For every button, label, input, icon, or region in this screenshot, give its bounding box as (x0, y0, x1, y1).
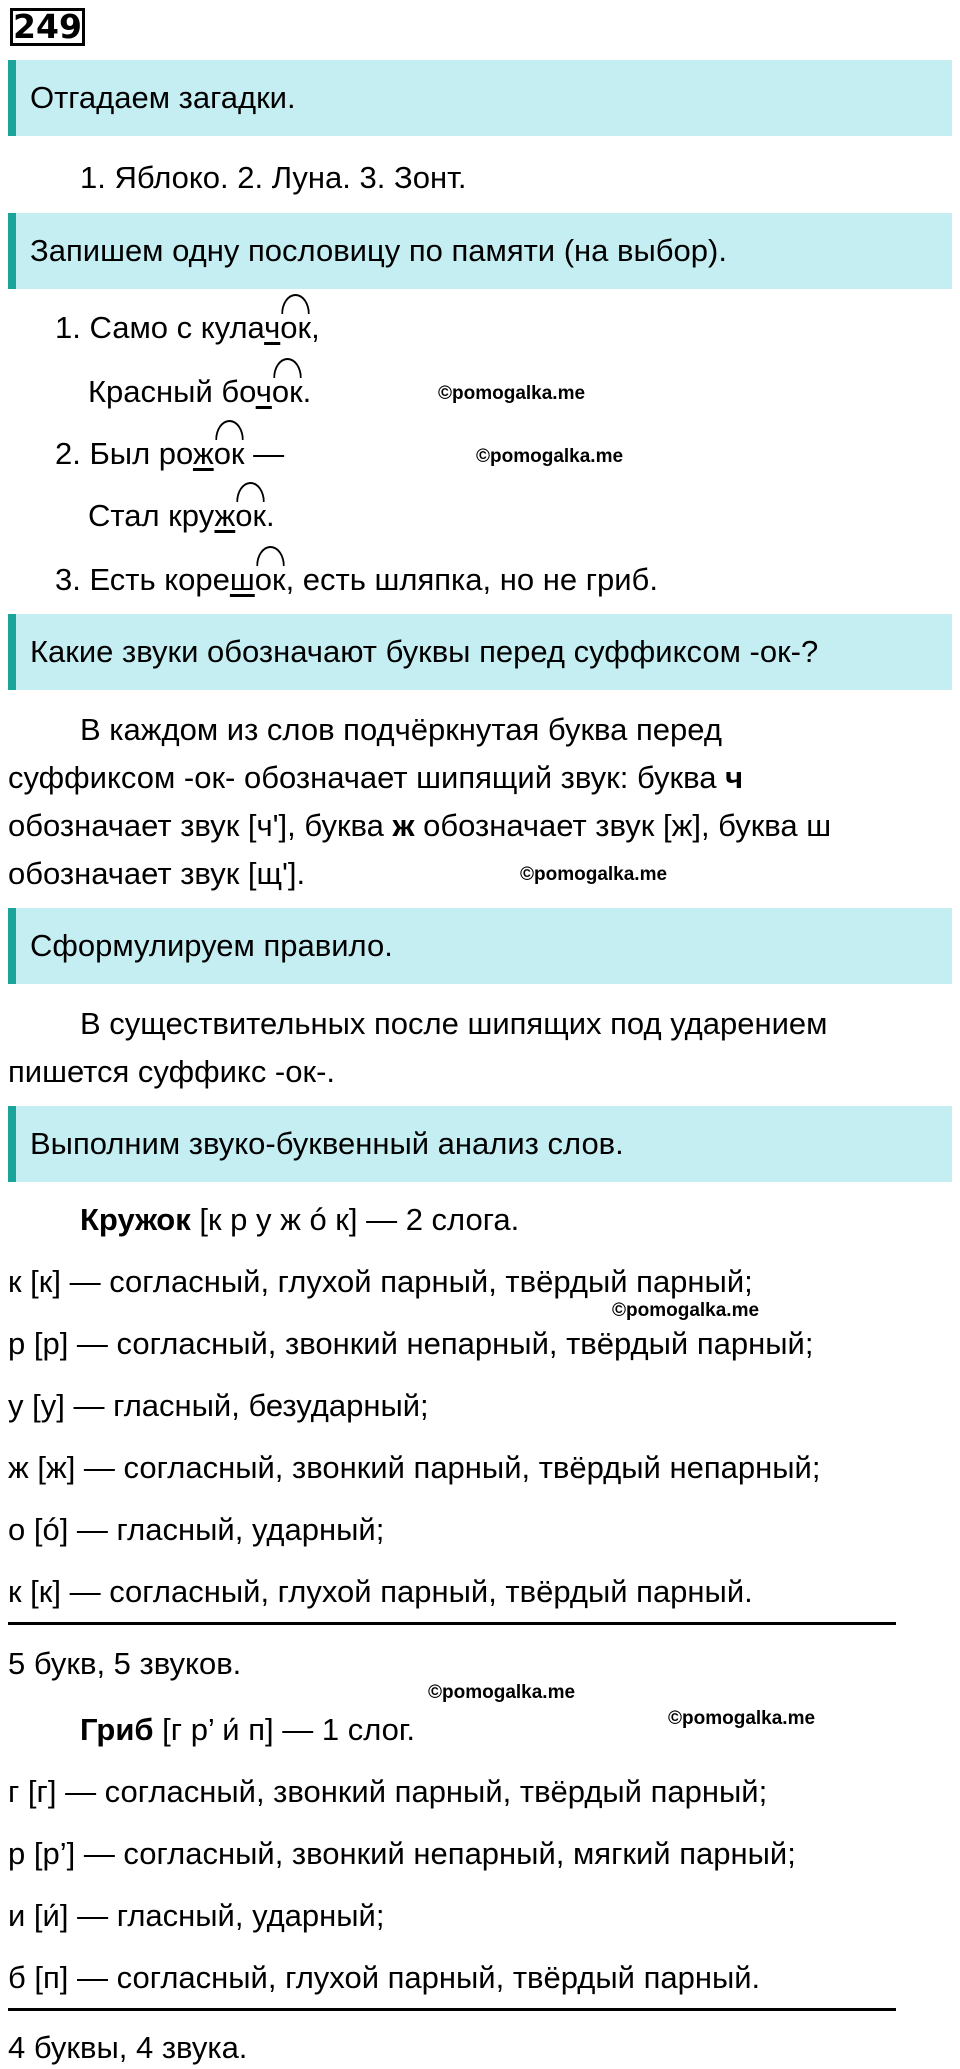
section-header-riddles (8, 60, 952, 136)
analysis-line: р [р’] — согласный, звонкий непарный, мягкий парный; (8, 1836, 796, 1871)
sounds-line-3: обозначает звук [ч'], буква ж обозначает звук [ж], буква ш (8, 808, 832, 843)
word1-title: Кружок [к р у ж ó к] — 2 слога. (80, 1202, 520, 1237)
watermark: ©pomogalka.me (520, 864, 668, 885)
divider (8, 2008, 896, 2011)
riddles-answer: 1. Яблоко. 2. Луна. 3. Зонт. (80, 160, 467, 195)
analysis-line: р [р] — согласный, звонкий непарный, твёрдый парный; (8, 1326, 814, 1361)
task-number: 249 (10, 8, 85, 46)
sounds-line-4: обозначает звук [щ']. (8, 856, 306, 891)
watermark: ©pomogalka.me (438, 383, 586, 404)
word2-summary: 4 буквы, 4 звука. (8, 2030, 248, 2065)
watermark: ©pomogalka.me (612, 1300, 760, 1321)
section-header-text: Отгадаем загадки. (30, 80, 296, 115)
proverb-line: 3. Есть корешок, есть шляпка, но не гриб. (55, 560, 658, 600)
proverb-line: Стал кружок. (88, 496, 275, 536)
word2-title: Гриб [г р’ и́ п] — 1 слог. (80, 1712, 416, 1747)
analysis-line: и [и́] — гласный, ударный; (8, 1898, 385, 1933)
analysis-line: у [у] — гласный, безударный; (8, 1388, 429, 1423)
section-header-rule (8, 908, 952, 984)
sounds-line-1: В каждом из слов подчёркнутая буква перед (80, 712, 722, 747)
section-header-proverb (8, 213, 952, 289)
analysis-line: к [к] — согласный, глухой парный, твёрдый парный; (8, 1264, 753, 1299)
section-header-sounds (8, 614, 952, 690)
sounds-line-2: суффиксом -ок- обозначает шипящий звук: буква ч (8, 760, 744, 795)
section-header-text: Выполним звуко-буквенный анализ слов. (30, 1126, 624, 1161)
section-header-text: Сформулируем правило. (30, 928, 393, 963)
analysis-line: б [п] — согласный, глухой парный, твёрдый парный. (8, 1960, 761, 1995)
section-header-text: Запишем одну пословицу по памяти (на выбор). (30, 233, 727, 268)
analysis-line: к [к] — согласный, глухой парный, твёрдый парный. (8, 1574, 753, 1609)
section-header-text: Какие звуки обозначают буквы перед суффиксом -ок-? (30, 634, 819, 669)
analysis-line: ж [ж] — согласный, звонкий парный, твёрдый непарный; (8, 1450, 821, 1485)
section-header-analysis (8, 1106, 952, 1182)
analysis-line: о [ó] — гласный, ударный; (8, 1512, 385, 1547)
rule-line-2: пишется суффикс -ок-. (8, 1054, 335, 1089)
proverb-line: Красный бочок. (88, 372, 311, 412)
watermark: ©pomogalka.me (668, 1708, 816, 1729)
rule-line-1: В существительных после шипящих под ударением (80, 1006, 828, 1041)
analysis-line: г [г] — согласный, звонкий парный, твёрдый парный; (8, 1774, 768, 1809)
watermark: ©pomogalka.me (428, 1682, 576, 1703)
proverb-line: 1. Само с кулачок, (55, 308, 320, 348)
divider (8, 1622, 896, 1625)
proverb-line: 2. Был рожок — (55, 434, 284, 474)
watermark: ©pomogalka.me (476, 446, 624, 467)
word1-summary: 5 букв, 5 звуков. (8, 1646, 242, 1681)
